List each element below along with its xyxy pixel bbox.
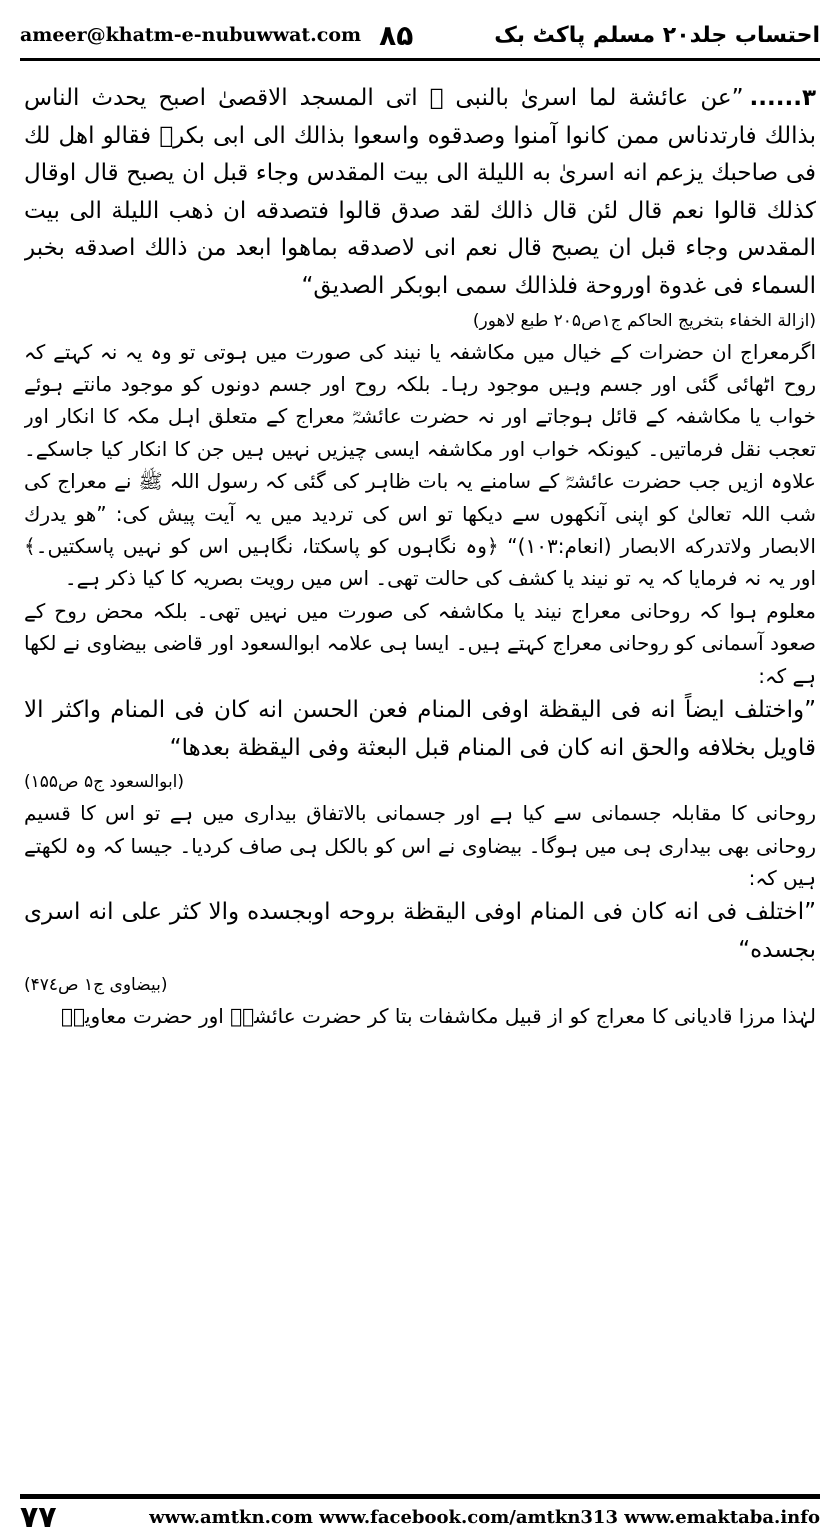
footer-page-number: ۷۷ [20,1499,57,1535]
header-left-group [20,19,413,52]
header-page-number: ۸۵ [379,18,414,52]
urdu-paragraph-1: اگرمعراج ان حضرات کے خیال میں مکاشفہ یا نیند کی صورت میں ہوتی تو وہ یہ نہ کہتے کہ روح اٹھائی گئی اور جسم وہیں موجود رہا۔ بلکہ روح اور جسم دونوں کو موجود مانتے ہوئے خواب یا مکاشفہ کے قائل ہوجاتے اور نہ حضرت عائشہؓ معراج کے متعلق اہل مکہ کا انکار اور تعجب نقل فرماتیں۔ کیونکہ خواب اور مکاشفہ ایسی چیزیں نہیں ہیں جن کا انکار کیا جاسکے۔ علاوہ ازیں جب حضرت عائشہؓ کے سامنے یہ بات ظاہر کی گئی کہ رسول اللہ ﷺ نے معراج کی شب اللہ تعالیٰ کو اپنی آنکھوں سے دیکھا تو اس کی تردید میں یہ آیت پیش کی: ”هو یدرك الابصار ولاتدركه الابصار (انعام:۱۰۳)“ ﴿وہ نگاہوں کو پاسکتا، نگاہیں اس کو نہیں پاسکتیں۔﴾ اور یہ نہ فرمایا کہ یہ تو نیند یا کشف کی حالت تھی۔ اس میں رویت بصریہ کا کیا ذکر ہے۔ [24,339,816,591]
page-header [20,12,820,61]
reference-3: (بیضاوی ج۱ ص۴۷٤) [24,974,168,995]
arabic-quote-2: ”واختلف ایضاً انه فی الیقظة اوفی المنام فعن الحسن انه كان فی المنام واكثر الا قاویل بخلافه والحق انه كان فی المنام قبل البعثة وفی الیقظة بعدها“ [24,697,816,761]
arabic-quote-3: ”اختلف فی انه كان فی المنام اوفی الیقظة بروحه اوبجسده والا كثر علی انه اسری بجسده“ [24,899,816,964]
arabic-quote-1 [24,80,816,306]
urdu-paragraph-3: روحانی کا مقابلہ جسمانی سے کیا ہے اور جسمانی بالاتفاق بیداری میں ہے تو اس کا قسیم روحانی بھی بیداری ہی میں ہوگا۔ بیضاوی نے اس کو بالکل ہی صاف کردیا۔ جیسا کہ وہ لکھتے ہیں کہ: [24,801,816,891]
header-book-title: احتساب جلد۲۰ مسلم پاکٹ بک [494,22,820,48]
arabic-quote-1-text: ”عن عائشة لما اسریٰ بالنبی ﷺ اتی المسجد الاقصیٰ اصبح یحدث الناس بذالك فارتدناس ممن كانوا آمنوا وصدقوه واسعوا بذالك الی ابی بكرؓ فقالو اهل لك فی صاحبك یزعم انه اسریٰ به اللیلة الی بیت المقدس وجاء قبل ان یصبح قال اوقال كذلك قالوا نعم قال لئن قال ذالك لقد صدق قالوا فتصدقه ان ذهب اللیلة الی بیت المقدس وجاء قبل ان یصبح قال نعم انی لاصدقه بماهوا ابعد من ذالك اصدقه بخبر السماء فی غدوة اوروحة فلذالك سمی ابوبكر الصدیق“ [24,85,816,299]
footer-links[interactable]: www.amtkn.com www.facebook.com/amtkn313 www.emaktaba.info [149,1506,820,1528]
item-number: ۳...... [749,85,816,111]
header-email[interactable]: ameer@khatm-e-nubuwwat.com [20,24,362,46]
reference-1: (ازالة الخفاء بتخریج الحاكم ج۱ص۲۰۵ طبع لاهور) [472,310,816,331]
urdu-paragraph-2: معلوم ہوا کہ روحانی معراج نیند یا مکاشفہ کی صورت میں نہیں تھی۔ بلکہ محض روح کے صعود آسمانی کو روحانی معراج کہتے ہیں۔ ایسا ہی علامہ ابوالسعود اور قاضی بیضاوی نے لکھا ہے کہ: [24,598,816,688]
page-body [24,80,816,1420]
page-footer [20,1494,820,1535]
reference-2: (ابوالسعود ج۵ ص۱۵۵) [24,772,185,793]
urdu-paragraph-4: لہٰذا مرزا قادیانی کا معراج کو از قبیل مکاشفات بتا کر حضرت عائشہؓ اور حضرت معاویہؓ [60,1003,816,1028]
